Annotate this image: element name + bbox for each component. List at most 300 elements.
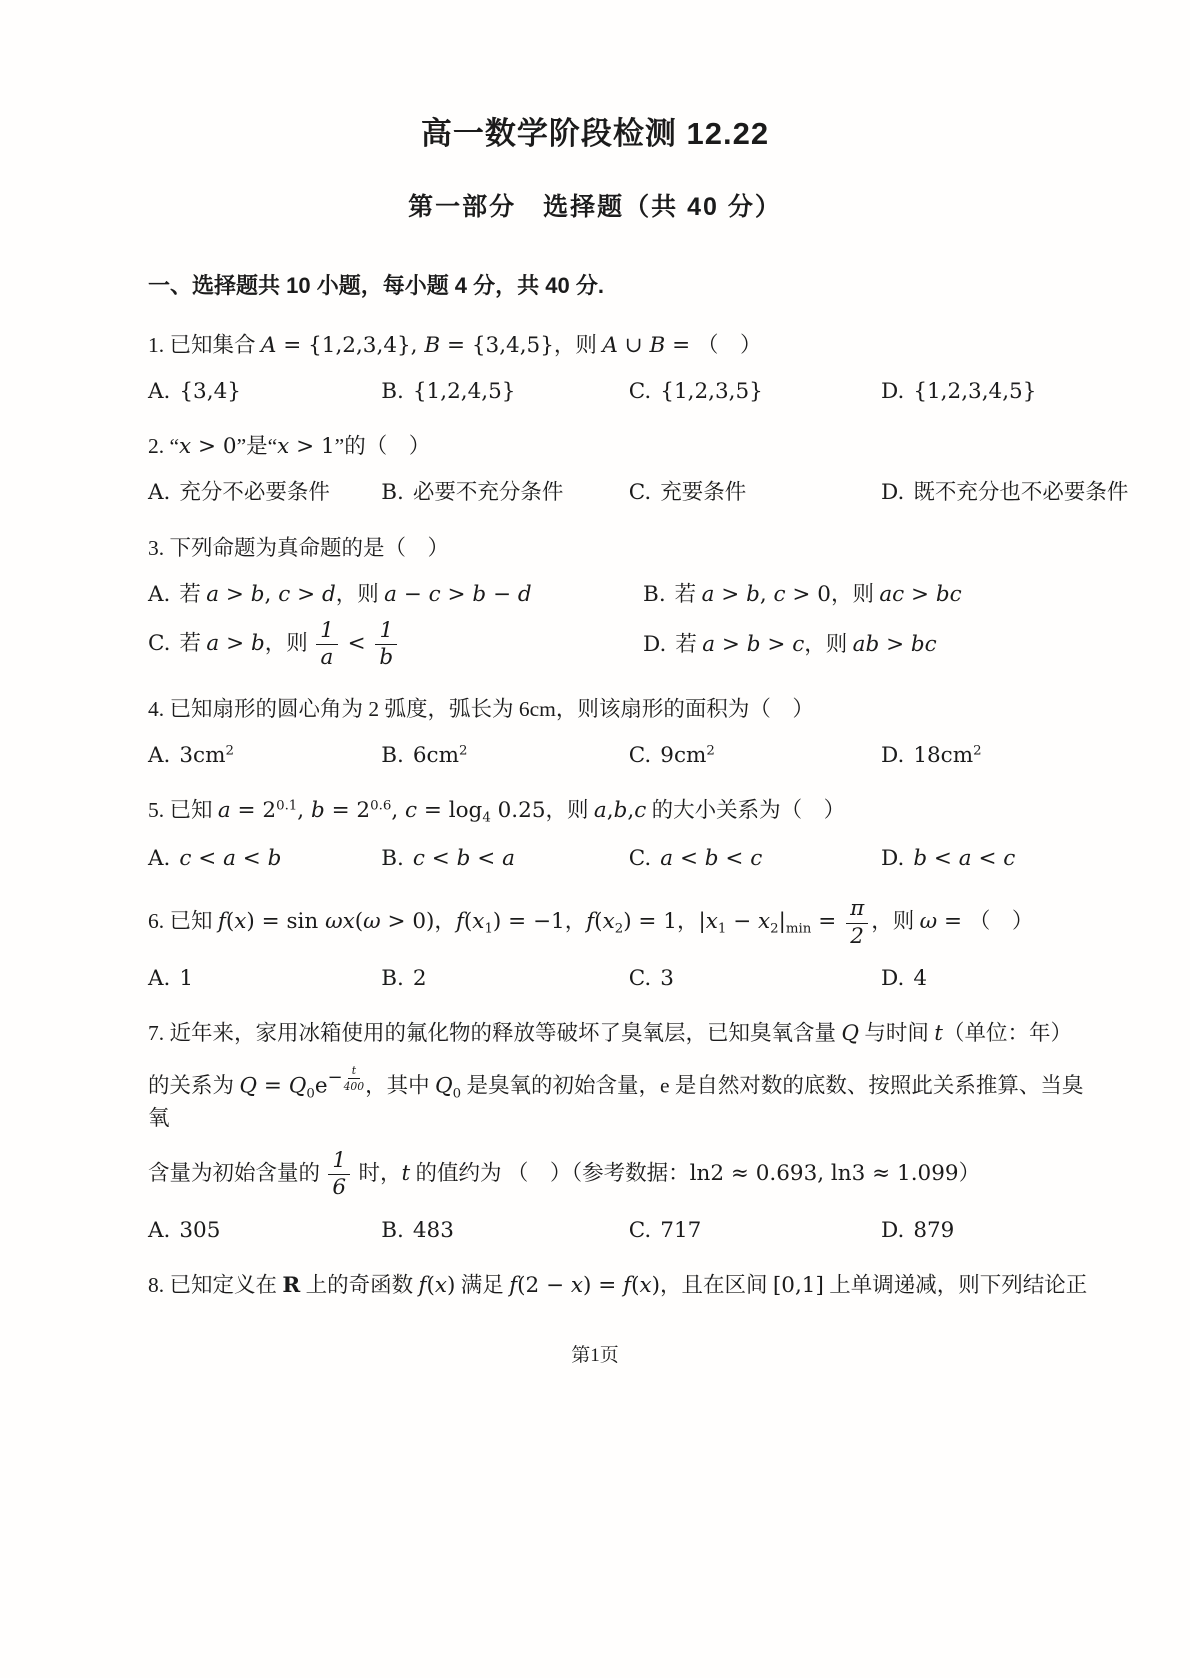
option-label: A. [148,743,171,769]
text-run: > [219,630,251,656]
text-run: > [879,632,911,658]
question-6-option-d [881,963,1100,994]
option-label: B. [381,480,404,506]
text-run: < [424,846,457,872]
text-run: = {3,4,5} [440,333,554,358]
page-content [148,269,1129,1301]
fraction-denominator: 6 [332,1175,347,1201]
text-run: | [778,909,786,935]
question-6-option-a [148,963,381,994]
text-run: b [746,581,760,607]
text-run: = log [417,798,483,824]
text-run: ) = −1 [492,909,565,935]
text-run: 879 [913,1217,955,1243]
superscript: 2 [458,743,468,759]
text-run: ( [463,909,473,935]
text-run: − [726,909,759,935]
option-label: B. [381,1217,404,1243]
text-run: 上单调递减，则下列结论正 [823,1272,1088,1297]
question-2-options-row [148,477,1129,508]
option-label: A. [148,581,171,607]
superscript: 0.1 [276,798,298,814]
question-3-option-b [643,579,1100,610]
text-run: b [250,581,265,607]
subscript: 2 [614,921,624,937]
text-run: （单位：年） [942,1021,1072,1046]
question-2-option-b [381,477,629,508]
text-run: x [758,909,771,935]
option-label: B. [381,743,404,769]
question-6-option-c [629,963,881,994]
text-run: x [639,1272,652,1298]
fraction [316,617,338,671]
text-run: c [179,846,192,872]
text-run: 483 [412,1217,454,1243]
text-run: a [702,632,716,658]
question-8 [148,1270,1100,1301]
text-run: （ ） [697,333,762,357]
text-run: ，则 [335,581,385,606]
fraction-numerator: t [348,1065,360,1079]
option-label: B. [381,379,404,405]
question-2-option-d [881,477,1129,508]
subscript: 1 [484,921,493,937]
option-label: C. [628,480,652,506]
text-run: x [602,909,615,935]
text-run: ) [447,1272,456,1298]
fraction-denominator: a [320,645,334,671]
text-run: a [217,798,231,824]
text-run: 满足 [455,1272,510,1297]
text-run: b [250,630,265,656]
text-run: d [321,581,336,607]
text-run: 时， [353,1160,402,1185]
text-run: ，则 [553,333,603,357]
text-run: ) [651,1272,661,1298]
option-label: D. [643,632,667,658]
text-run: b [704,846,719,872]
option-label: B. [381,846,404,872]
option-label: A. [148,379,171,405]
question-8-stem-line-1 [148,1270,1100,1301]
question-1-option-a [148,376,381,407]
question-6 [148,898,1100,994]
text-run: t [934,1021,943,1047]
text-run: b [267,846,282,872]
text-run: 1 [179,966,194,992]
text-run: 的大小关系为（ ） [646,798,846,823]
option-label: C. [628,966,652,992]
text-run: | [698,909,706,935]
text-run: 的值约为 （ ）（参考数据： [410,1160,690,1185]
fraction-numerator: 1 [316,620,338,646]
text-run: 6cm [412,743,459,769]
text-run: c [750,846,763,872]
text-run: d [517,581,532,607]
question-6-stem-line-1 [148,898,1100,948]
text-run: − [396,581,429,607]
subscript: 0 [306,1086,315,1102]
text-run: {1,2,3,5} [660,379,763,405]
section-heading: 第一部分 选择题（共 40 分） [408,193,782,221]
text-run: ， [676,909,699,934]
text-run: > [714,581,747,607]
text-run: ，则 [264,630,314,655]
text-run: 2 [412,966,427,992]
fraction [328,1147,350,1201]
text-run: < [718,846,751,872]
text-run: > 1 [289,434,335,460]
option-label: A. [148,480,171,506]
text-run: ( [426,1272,435,1298]
question-4 [148,694,1100,771]
text-run: b [456,846,471,872]
text-run: f [418,1272,427,1298]
text-run: 6. 已知 [148,909,218,934]
question-1-option-b [381,376,629,407]
question-7-option-d [881,1215,1100,1246]
text-run: c [428,581,441,607]
text-run: > [904,581,936,607]
text-run: > 0 [785,581,831,607]
text-run: a [593,798,607,824]
text-run: b [310,798,325,824]
text-run: ) = sin [246,909,326,935]
text-run: = [937,909,969,935]
text-run: ab [852,632,880,658]
question-3-option-a [148,579,643,610]
text-run: c [404,798,418,824]
text-run: x [234,909,247,935]
text-run: f [623,1272,632,1298]
question-7-stem-line-2 [148,1065,1100,1135]
text-run: − [486,581,518,607]
question-4-option-d [881,740,1100,771]
question-6-option-b [381,963,629,994]
question-5-options-row [148,843,1100,874]
text-run: > [219,581,251,607]
text-run: c [1003,846,1016,872]
text-run: 4 [913,966,928,992]
question-2-option-a [148,477,381,508]
question-7-option-a [148,1215,381,1246]
question-1-option-c [629,376,881,407]
text-run: bc [910,632,937,658]
question-6-options-row [148,963,1100,994]
text-run: ， [434,909,456,934]
fraction-numerator: π [846,898,868,924]
text-run: 0.25 [490,798,546,824]
text-run: a [660,846,674,872]
option-label: C. [148,630,171,656]
page-title: 高一数学阶段检测 12.22 [420,116,770,151]
text-run: , [297,798,311,824]
text-run: a [701,581,715,607]
text-run: b [913,846,928,872]
text-run: ( [631,1272,640,1298]
question-1-options-row [148,376,1100,407]
question-4-option-a [148,740,381,771]
text-run: a [502,846,515,872]
question-5 [148,795,1100,874]
text-run: c [412,846,425,872]
text-run: Q [288,1073,307,1099]
instructions: 一、选择题共 10 小题，每小题 4 分，共 40 分. [148,273,604,298]
text-run: ) = [583,1272,624,1298]
question-2-stem-line-1 [148,431,1100,462]
question-7-option-c [629,1215,881,1246]
superscript: 2 [225,743,234,759]
text-run: ，则 [830,581,880,606]
text-run: 既不充分也不必要条件 [913,480,1129,505]
option-label: A. [148,966,171,992]
option-label: B. [381,966,404,992]
question-4-stem-line-1 [148,694,1100,725]
text-run: f [586,909,595,935]
text-run: 717 [660,1217,702,1243]
text-run: A [260,333,277,358]
text-run: > [715,632,747,658]
fraction-numerator: 1 [328,1150,350,1176]
text-run: 3. 下列命题为真命题的是（ ） [148,535,450,560]
question-7-option-b [381,1215,629,1246]
text-run: = [811,909,844,935]
text-run: 9cm [660,743,707,769]
option-label: A. [148,1217,171,1243]
text-run: Q [239,1073,258,1099]
text-run: ( [354,909,364,935]
text-run: b [746,632,761,658]
text-run: b [613,798,628,824]
text-run: Q [435,1073,453,1099]
text-run: 充要条件 [660,480,747,505]
text-run: = [665,333,698,358]
text-run: , [606,798,614,824]
option-label: C. [628,743,652,769]
text-run: 充分不必要条件 [179,480,330,505]
page-header [0,0,1190,223]
text-run: R [282,1272,301,1298]
question-5-option-c [629,843,881,874]
text-run: 是臭氧的初始含量，e 是自然对数的底数、按照此关系推算、当臭氧 [148,1073,1084,1131]
text-run: 与时间 [859,1021,935,1046]
text-run: {1,2,4,5} [412,379,516,405]
subscript: 1 [717,921,727,937]
question-5-option-a [148,843,381,874]
text-run: 若 [179,630,207,655]
text-run: ( [594,909,603,935]
text-run: ωx [325,909,355,935]
option-label: C. [628,379,652,405]
option-label: D. [881,743,905,769]
text-run: , [627,798,635,824]
question-3-options-row [148,617,1100,671]
text-run: 3 [660,966,674,992]
fraction [846,898,868,948]
text-run: b [472,581,487,607]
text-run: 必要不充分条件 [412,480,564,505]
questions-container [148,330,1129,1301]
option-label: C. [628,846,652,872]
text-run: 1. 已知集合 [148,333,261,357]
text-run: 若 [674,581,702,606]
text-run: a [206,630,220,656]
option-label: D. [881,1217,905,1243]
question-5-option-b [381,843,629,874]
text-run: x [277,434,290,460]
subscript: 4 [482,810,491,826]
text-run: ω [363,909,381,935]
fraction [375,617,397,671]
text-run: B [649,333,666,358]
text-run: > [440,581,473,607]
text-run: c [634,798,647,824]
text-run: f [217,909,226,935]
text-run: ac [879,581,905,607]
text-run: 18cm [913,743,974,769]
option-label: D. [881,480,905,506]
question-2-option-c [629,477,881,508]
question-7-stem-line-1 [148,1018,1100,1049]
text-run: , [391,798,405,824]
option-label: D. [881,379,905,405]
exponent-fraction-body [344,1065,365,1093]
text-run: < [191,846,224,872]
subscript: 2 [770,921,779,937]
superscript: 2 [706,743,715,759]
text-run: ω [919,909,938,935]
text-run: c [792,632,805,658]
question-7-stem-line-3 [148,1147,1100,1201]
text-run: ， [564,909,587,934]
text-run: f [455,909,464,935]
option-label: B. [643,581,666,607]
fraction-numerator: 1 [375,620,397,646]
question-4-option-c [629,740,881,771]
text-run: ，则 [804,632,853,657]
text-run: = {1,2,3,4}, [276,333,425,358]
text-run: x [570,1272,584,1298]
text-run: 8. 已知定义在 [148,1272,283,1297]
text-run: < [235,846,268,872]
text-run: {1,2,3,4,5} [913,379,1037,405]
text-run: ( [225,909,235,935]
question-4-option-b [381,740,629,771]
text-run: 若 [675,632,703,657]
text-run: (2 − [517,1272,571,1298]
text-run: ”是“ [236,434,278,459]
question-1-option-d [881,376,1100,407]
text-run: < [470,846,503,872]
text-run: = 2 [324,798,371,824]
text-run: = 2 [230,798,277,824]
text-run: ，则 [871,909,920,934]
fraction-denominator: 400 [343,1079,365,1093]
text-run: > [290,581,322,607]
text-run: [0,1] [772,1272,824,1298]
text-run: x [472,909,485,935]
text-run: 2. “ [148,434,180,459]
text-run: B [424,333,441,358]
text-run: x [434,1272,448,1298]
text-run: ln2 ≈ 0.693, ln3 ≈ 1.099 [689,1160,959,1186]
option-label: D. [881,846,905,872]
text-run: 4. 已知扇形的圆心角为 2 弧度，弧长为 6cm，则该扇形的面积为（ ） [148,696,814,721]
option-label: A. [148,846,171,872]
text-run: a [223,846,236,872]
question-1-stem-line-1 [148,330,1100,361]
text-run: t [401,1160,411,1186]
text-run: > 0) [380,909,435,935]
question-3-options-row [148,579,1100,610]
text-run: < [927,846,959,872]
text-run: 305 [179,1217,221,1243]
question-2 [148,431,1129,508]
option-label: C. [628,1217,652,1243]
question-4-options-row [148,740,1100,771]
text-run: a [958,846,972,872]
text-run: {3,4} [179,379,241,405]
text-run: （ ） [968,909,1034,934]
text-run: ，则 [545,798,594,823]
question-3-option-c [148,617,643,671]
question-3-option-d [643,629,1100,660]
text-run: ，其中 [365,1073,436,1098]
text-run: c [773,581,786,607]
question-5-option-d [881,843,1100,874]
text-run: < [673,846,705,872]
question-7 [148,1018,1100,1245]
superscript: 2 [973,743,982,759]
text-run: bc [935,581,962,607]
text-run: 5. 已知 [148,798,218,823]
text-run: x [179,434,192,460]
text-run: Q [841,1021,860,1047]
text-run: ∪ [617,333,650,358]
text-run: f [509,1272,518,1298]
exponent-fraction: − t 400 [327,1063,365,1093]
text-run: A [602,333,618,358]
text-run: ） [958,1160,981,1185]
superscript: 0.6 [370,798,392,814]
text-run: 若 [179,581,207,606]
option-label: D. [881,966,905,992]
text-run: x [705,909,718,935]
text-run: , [759,581,774,607]
text-run: a [206,581,220,607]
text-run: 7. 近年来，家用冰箱使用的氟化物的释放等破坏了臭氧层，已知臭氧含量 [148,1021,842,1046]
subscript: 0 [452,1086,462,1102]
text-run: < [340,630,373,656]
question-5-stem-line-1 [148,795,1100,828]
text-run: = [257,1073,289,1099]
question-1 [148,330,1100,407]
question-3-stem-line-1 [148,533,1100,564]
text-run: ，且在区间 [660,1272,773,1297]
fraction-denominator: b [379,645,394,671]
text-run: c [278,581,291,607]
text-run: 的关系为 [148,1073,240,1098]
text-run: , [264,581,279,607]
text-run: e [314,1073,328,1099]
text-run: 上的奇函数 [300,1272,419,1297]
page-number: 第1页 [571,1345,619,1366]
text-run: > 0 [191,434,237,460]
text-run: 3cm [179,743,226,769]
text-run: a [384,581,397,607]
text-run: ) = 1 [623,909,677,935]
question-7-options-row [148,1215,1100,1246]
